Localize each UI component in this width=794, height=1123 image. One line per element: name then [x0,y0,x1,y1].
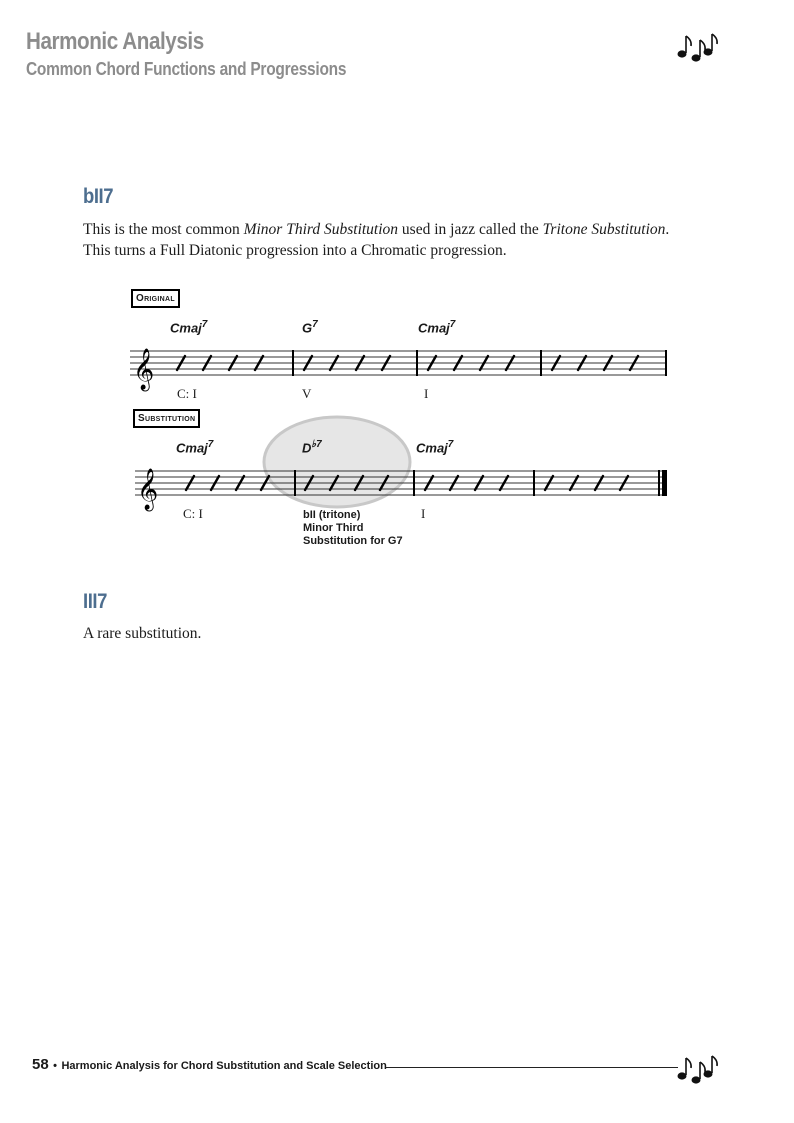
analysis-label: I [424,386,429,401]
chord-symbol: Cmaj$^7$ [176,439,214,456]
section-heading-iii7: III7 [83,590,107,613]
music-notes-icon [676,1052,722,1086]
footer-separator: • [53,1060,57,1072]
analysis-label: C: I [183,506,203,521]
annotation-line: Substitution for G7 [303,535,403,547]
page-header-subtitle: Common Chord Functions and Progressions [26,59,347,79]
analysis-label: I [421,506,426,521]
treble-clef-icon: 𝄞 [133,349,155,390]
original-label: Original [131,289,180,308]
chord-symbol: Cmaj$^7$ [170,319,208,336]
analysis-label: C: I [177,386,197,401]
substitution-annotation [303,509,403,548]
section-heading-bii7: bII7 [83,185,114,208]
annotation-line: Minor Third [303,522,364,534]
page-number: 58 [32,1056,49,1073]
section-paragraph-iii7 [83,623,683,644]
page-header-title: Harmonic Analysis [26,28,204,55]
paragraph-text: This is the most common [83,221,244,238]
paragraph-text: . This turns a Full Diatonic progression into a Chromatic progression. [83,221,670,259]
chord-symbol: Cmaj$^7$ [418,319,456,336]
substitution-label: Substitution [133,409,200,428]
paragraph-italic: Tritone Substitution [542,221,666,238]
treble-clef-icon: 𝄞 [137,469,159,510]
analysis-label: V [302,386,312,401]
chord-symbol: $D^{♭7}$ [302,439,322,456]
footer-book-title: Harmonic Analysis for Chord Substitution and Scale Selection [61,1060,387,1072]
annotation-line: bII (tritone) [303,509,361,521]
paragraph-text: used in jazz called the [398,221,543,238]
paragraph-italic: Minor Third Substitution [243,221,399,238]
footer-rule [386,1067,678,1068]
chord-symbol: Cmaj$^7$ [416,439,454,456]
page-footer [32,1056,387,1074]
paragraph-text: A rare substitution. [83,625,202,642]
chord-symbol: $G^7$ [302,319,318,336]
